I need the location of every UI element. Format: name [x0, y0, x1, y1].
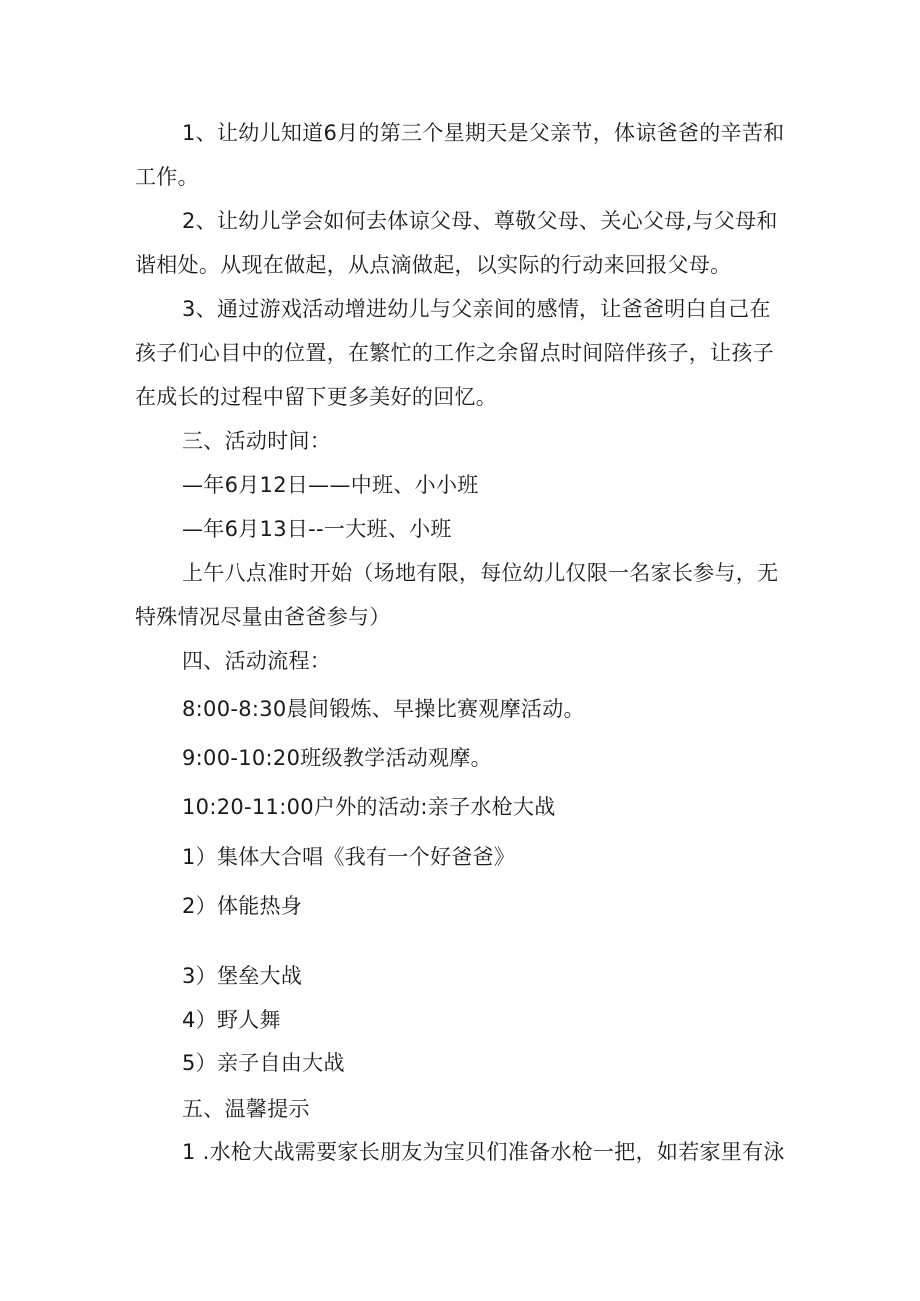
activity-date-2: —年6月13日--一大班、小班: [182, 517, 452, 541]
game-item: 1）集体大合唱《我有一个好爸爸》: [182, 845, 516, 869]
game-item: 2）体能热身: [182, 894, 303, 918]
game-item: 5）亲子自由大战: [182, 1051, 345, 1075]
schedule-item: 9:00-10:20班级教学活动观摩。: [182, 746, 492, 770]
schedule-item: 10:20-11:00户外的活动:亲子水枪大战: [182, 795, 556, 819]
objective-1-line-1: 1、让幼儿知道6月的第三个星期天是父亲节，体谅爸爸的辛苦和: [182, 121, 785, 145]
objective-3-line-1: 3、通过游戏活动增进幼儿与父亲间的感情，让爸爸明白自己在: [182, 297, 771, 321]
activity-date-1: —年6月12日——中班、小小班: [182, 473, 479, 497]
section-3-heading: 三、活动时间：: [182, 429, 332, 453]
tip-1-line-1: 1 .水枪大战需要家长朋友为宝贝们准备水枪一把，如若家里有泳: [182, 1140, 785, 1164]
start-time-line-2: 特殊情况尽量由爸爸参与）: [135, 605, 391, 629]
objective-1-line-2: 工作。: [135, 165, 199, 189]
schedule-item: 8:00-8:30晨间锻炼、早操比赛观摩活动。: [182, 697, 585, 721]
objective-3-line-3: 在成长的过程中留下更多美好的回忆。: [135, 385, 498, 409]
game-item: 3）堡垒大战: [182, 964, 303, 988]
objective-2-line-1: 2、让幼儿学会如何去体谅父母、尊敬父母、关心父母,与父母和: [182, 209, 778, 233]
start-time-line-1: 上午八点准时开始（场地有限，每位幼儿仅限一名家长参与，无: [182, 561, 779, 585]
objective-2-line-2: 谐相处。从现在做起，从点滴做起，以实际的行动来回报父母。: [135, 253, 732, 277]
objective-3-line-2: 孩子们心目中的位置，在繁忙的工作之余留点时间陪伴孩子，让孩子: [135, 341, 774, 365]
section-5-heading: 五、温馨提示: [182, 1097, 310, 1121]
game-item: 4）野人舞: [182, 1008, 281, 1032]
section-4-heading: 四、活动流程：: [182, 649, 332, 673]
